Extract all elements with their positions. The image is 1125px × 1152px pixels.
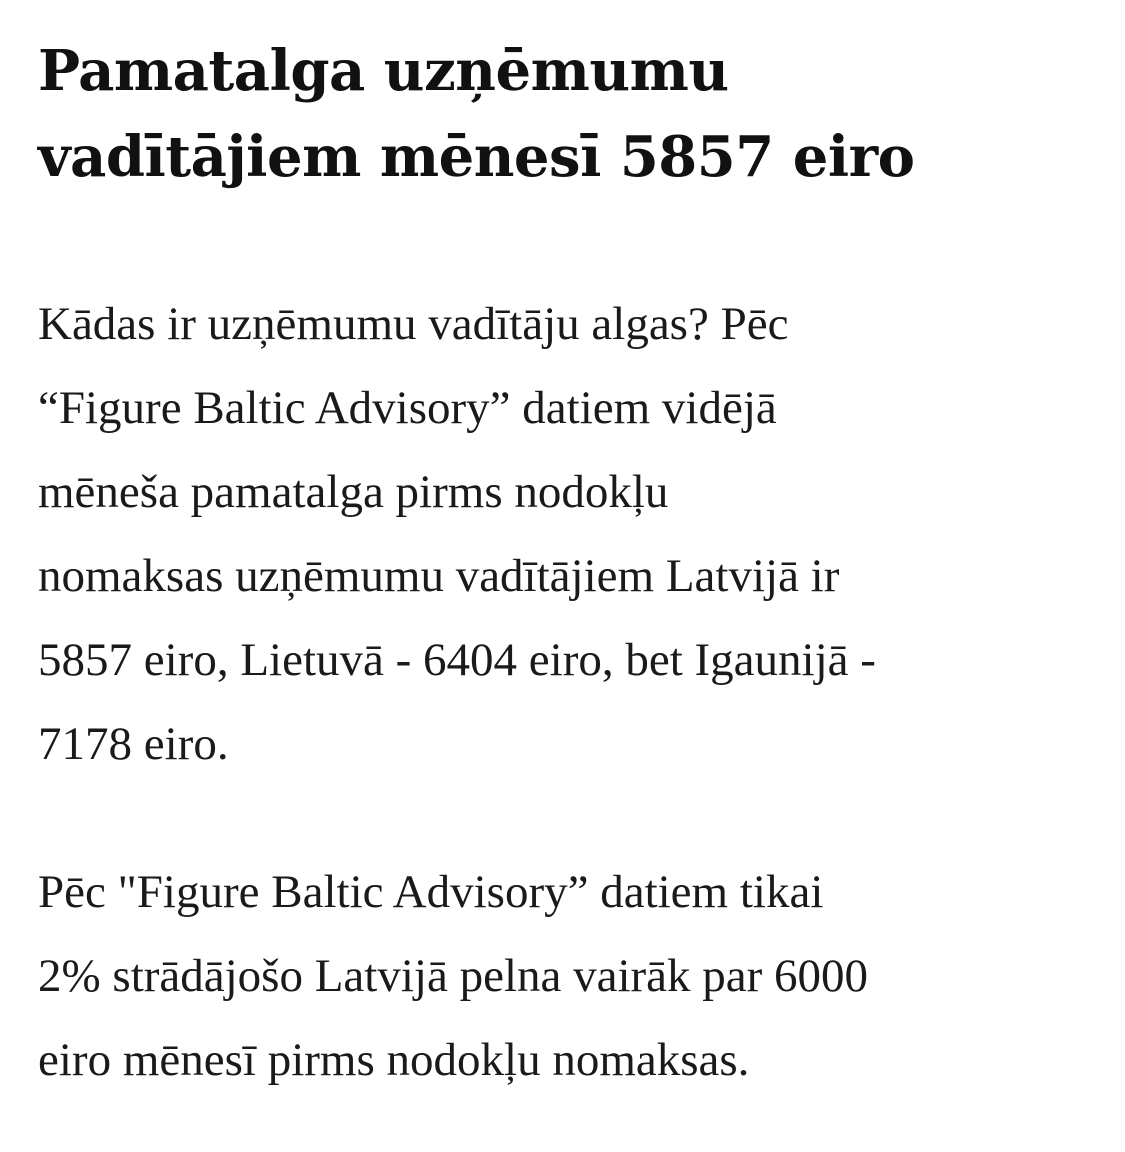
paragraph-line: “Figure Baltic Advisory” datiem vidējā (38, 382, 777, 434)
article (38, 28, 1098, 1102)
paragraph-line: 7178 eiro. (38, 718, 229, 770)
paragraph-line: Kādas ir uzņēmumu vadītāju algas? Pēc (38, 298, 789, 350)
headline (38, 28, 1098, 200)
paragraph-line: nomaksas uzņēmumu vadītājiem Latvijā ir (38, 550, 840, 602)
paragraph-intro (38, 282, 1098, 786)
paragraph-statistic (38, 850, 1098, 1102)
paragraph-line: Pēc "Figure Baltic Advisory” datiem tikai (38, 866, 824, 918)
paragraph-line: 5857 eiro, Lietuvā - 6404 eiro, bet Igaunijā - (38, 634, 876, 686)
paragraph-line: 2% strādājošo Latvijā pelna vairāk par 6000 (38, 950, 869, 1002)
headline-line: Pamatalga uzņēmumu (38, 38, 729, 104)
headline-line: vadītājiem mēnesī 5857 eiro (38, 124, 915, 190)
paragraph-line: mēneša pamatalga pirms nodokļu (38, 466, 669, 518)
paragraph-line: eiro mēnesī pirms nodokļu nomaksas. (38, 1034, 750, 1086)
